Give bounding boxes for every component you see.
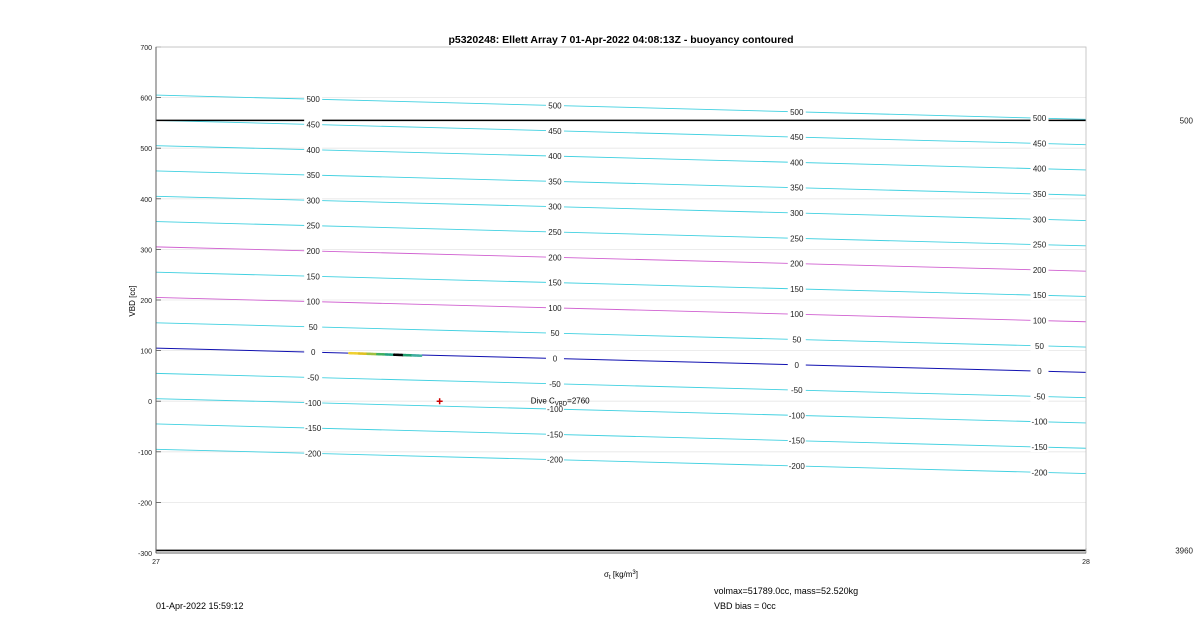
x-tick-label: 27 xyxy=(152,559,160,566)
contour-label: 100 xyxy=(306,297,320,307)
contour-line xyxy=(156,171,1086,195)
contour-label: 200 xyxy=(548,253,562,263)
contour-line xyxy=(156,272,1086,296)
contour-label: 150 xyxy=(306,272,320,282)
contour-label: 300 xyxy=(548,202,562,212)
contour-label: 300 xyxy=(1032,215,1047,225)
contour-label: 450 xyxy=(548,126,562,136)
y-tick-label: 500 xyxy=(140,146,152,154)
y-tick-label: 300 xyxy=(140,247,152,255)
contour-line xyxy=(156,373,1086,397)
contour-label: 100 xyxy=(790,310,804,320)
contour-label: 350 xyxy=(548,177,562,187)
contour-label: -200 xyxy=(788,462,805,472)
y-tick-label: -200 xyxy=(137,500,152,508)
contour-label: 450 xyxy=(790,133,804,143)
contour-lines xyxy=(156,95,1086,473)
contour-label: 0 xyxy=(794,360,799,370)
contour-label: -150 xyxy=(788,436,805,446)
contour-label: -150 xyxy=(1031,443,1048,453)
contour-line xyxy=(156,247,1086,271)
contour-line xyxy=(156,424,1086,448)
y-axis-label: VBD [cc] xyxy=(128,285,137,317)
dive-annotation: Dive $C_{VBD}=2760$ xyxy=(530,396,590,408)
y-tick-label: -100 xyxy=(137,449,152,457)
marker-plus xyxy=(437,398,443,404)
y-tick-label: 400 xyxy=(140,196,152,204)
contour-label: 450 xyxy=(1032,139,1047,149)
contour-line xyxy=(156,120,1086,144)
contour-label: 100 xyxy=(1032,316,1047,326)
contour-label: 150 xyxy=(1032,291,1047,301)
vbd-bias-info: VBD bias = 0cc xyxy=(714,601,776,611)
contour-label: 0 xyxy=(552,354,558,364)
contour-label: 350 xyxy=(1032,190,1047,200)
contour-label: 500 xyxy=(790,107,804,117)
contour-label: 50 xyxy=(792,335,802,345)
reference-line-label: 500 xyxy=(1179,116,1193,126)
contour-label: 250 xyxy=(548,227,562,237)
reference-line-label: 3960 xyxy=(1175,546,1193,556)
contour-line xyxy=(156,146,1086,170)
observation-points xyxy=(348,352,443,404)
contour-label: 450 xyxy=(306,120,320,130)
observation-point xyxy=(420,354,423,357)
contour-label: 50 xyxy=(550,329,560,339)
contour-line xyxy=(156,323,1086,347)
contour-label: 500 xyxy=(548,101,562,111)
contour-label: 200 xyxy=(306,246,320,256)
volmax-mass-info: volmax=51789.0cc, mass=52.520kg xyxy=(714,586,859,596)
x-axis-label: $\sigma_t$ $[kg/m^3]$ xyxy=(604,570,638,581)
contour-label: 500 xyxy=(1032,114,1047,124)
contour-label: 250 xyxy=(1032,240,1047,250)
y-tick-label: 200 xyxy=(140,298,152,305)
contour-label: 100 xyxy=(548,303,562,313)
contour-label: 0 xyxy=(310,348,316,358)
contour-label: 250 xyxy=(790,234,804,244)
contour-label: -150 xyxy=(305,424,322,434)
contour-label: 350 xyxy=(306,171,320,181)
contour-label: 200 xyxy=(790,259,804,269)
y-tick-label: 700 xyxy=(140,45,152,52)
contour-line xyxy=(156,348,1086,372)
contour-line xyxy=(156,222,1086,246)
contour-label: -200 xyxy=(305,449,322,459)
contour-label: -200 xyxy=(1031,468,1048,478)
contour-label: 200 xyxy=(1032,265,1047,275)
x-tick-label: 28 xyxy=(1082,559,1090,566)
contour-label: -100 xyxy=(788,411,805,421)
contour-label: 50 xyxy=(1035,341,1044,351)
contour-label: 500 xyxy=(306,95,320,105)
contour-label: -50 xyxy=(549,379,561,389)
contour-label: 400 xyxy=(1032,164,1047,174)
contour-label: 400 xyxy=(790,158,804,168)
contour-label: 400 xyxy=(548,152,562,162)
contour-label: 300 xyxy=(790,209,804,219)
y-tick-label: 600 xyxy=(140,95,152,103)
contour-label: -50 xyxy=(1033,392,1046,402)
contour-label: 300 xyxy=(306,196,320,206)
contour-label: 350 xyxy=(790,183,804,193)
contour-label: 250 xyxy=(306,221,320,231)
contour-label: -100 xyxy=(305,398,322,408)
contour-label: 400 xyxy=(306,145,320,155)
contour-label: -200 xyxy=(546,455,563,465)
y-tick-label: 0 xyxy=(148,399,152,407)
contour-label: -50 xyxy=(307,373,319,383)
contour-label: -50 xyxy=(790,386,803,396)
contour-label: 0 xyxy=(1037,367,1042,377)
contour-line xyxy=(156,297,1086,321)
contour-label: 150 xyxy=(548,278,562,288)
contour-line xyxy=(156,95,1086,119)
contour-line xyxy=(156,196,1086,220)
y-tick-label: 100 xyxy=(140,348,152,356)
generated-date: 01-Apr-2022 15:59:12 xyxy=(156,601,244,611)
contour-label: -150 xyxy=(546,430,563,440)
contour-label: 50 xyxy=(308,322,318,332)
contour-line xyxy=(156,449,1086,473)
contour-label: -100 xyxy=(546,405,563,415)
chart-title: p5320248: Ellett Array 7 01-Apr-2022 04:08:13Z - buoyancy contoured xyxy=(448,34,794,46)
grid-lines xyxy=(156,47,1086,553)
axes xyxy=(138,45,1090,566)
contour-label: -100 xyxy=(1031,417,1048,427)
y-tick-label: -300 xyxy=(137,551,152,558)
contour-label: 150 xyxy=(790,284,804,294)
